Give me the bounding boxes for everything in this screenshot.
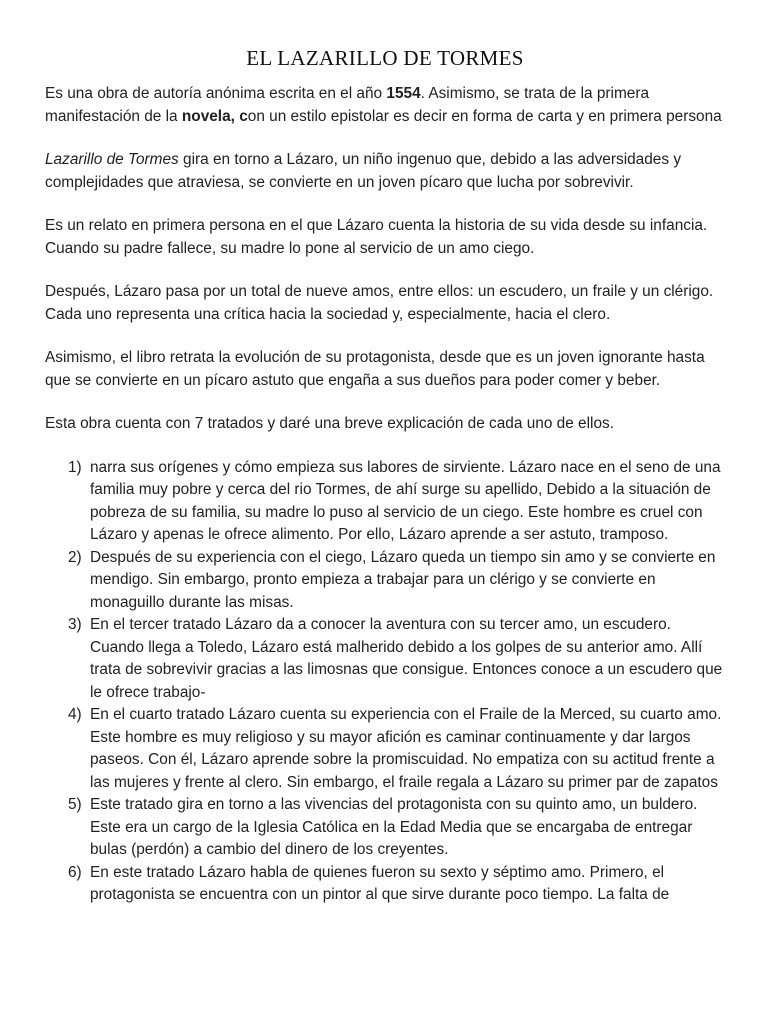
intro-paragraph (45, 83, 725, 128)
evolution-paragraph: Asimismo, el libro retrata la evolución de su protagonista, desde que es un joven ignorante hasta que se convierte en un pícaro astuto que engaña a sus dueños para poder comer y beber. (45, 349, 705, 389)
treatises-intro-paragraph: Esta obra cuenta con 7 tratados y daré una breve explicación de cada uno de ellos. (45, 415, 614, 432)
list-item (45, 614, 725, 704)
intro-year: 1554 (386, 85, 421, 102)
list-item-number: 1) (68, 458, 82, 476)
intro-text-3: on un estilo epistolar es decir en forma de carta y en primera persona (247, 107, 722, 125)
intro-bold: novela, c (181, 107, 248, 125)
list-item-text: En este tratado Lázaro habla de quienes fueron su sexto y séptimo amo. Primero, el protagonista se encuentra con un pintor al que sirve durante poco tiempo. La falta de (90, 863, 670, 903)
list-item-number: 3) (68, 616, 82, 633)
list-item-text: Este tratado gira en torno a las vivencias del protagonista con su quinto amo, un buldero. Este era un cargo de la Iglesia Católica en la Edad Media que se encargaba de entregar bulas (perdón) a cambio del dinero de los creyentes. (90, 796, 698, 858)
list-item (45, 862, 725, 907)
list-item-number: 2) (68, 548, 82, 566)
list-item-text: narra sus orígenes y cómo empieza sus labores de sirviente. Lázaro nace en el seno de una familia muy pobre y cerca del rio Tormes, de ahí surge su apellido, Debido a la situación de pobreza de su familia, su madre lo puso al servicio de un ciego. Este hombre es cruel con Lázaro y apenas le ofrece alimento. Por ello, Lázaro aprende a ser astuto, tramposo. (90, 458, 721, 543)
list-item-number: 5) (68, 796, 82, 813)
summary-paragraph (45, 149, 725, 194)
intro-text-1: Es una obra de autoría anónima escrita en el año (45, 85, 387, 102)
list-item-number: 4) (68, 706, 82, 723)
list-item (45, 547, 725, 615)
list-item (45, 457, 725, 547)
list-item (45, 794, 725, 862)
treatises-list (45, 457, 725, 907)
list-item-text: En el tercer tratado Lázaro da a conocer la aventura con su tercer amo, un escudero. Cuando llega a Toledo, Lázaro está malherido debido a los golpes de su anterior amo. Allí trata de sobrevivir gracias a las limosnas que consigue. Entonces conoce a un escudero que le ofrece trabajo- (90, 616, 723, 701)
narration-paragraph: Es un relato en primera persona en el que Lázaro cuenta la historia de su vida desde su infancia. Cuando su padre fallece, su madre lo pone al servicio de un amo ciego. (45, 217, 708, 257)
list-item-text: En el cuarto tratado Lázaro cuenta su experiencia con el Fraile de la Merced, su cuarto amo. Este hombre es muy religioso y su mayor afición es caminar continuamente y dar largos paseos. Con él, Lázaro aprende sobre la promiscuidad. No empatiza con su actitud frente a las mujeres y frente al clero. Sin embargo, el fraile regala a Lázaro su primer par de zapatos (90, 706, 722, 791)
intro-text-2: . Asimismo, se trata de la primera manifestación de la (45, 85, 650, 125)
list-item-number: 6) (68, 863, 82, 881)
book-title-italic: Lazarillo de Tormes (45, 151, 179, 168)
list-item (45, 704, 725, 794)
list-item-text: Después de su experiencia con el ciego, Lázaro queda un tiempo sin amo y se convierte en mendigo. Sin embargo, pronto empieza a trabajar para un clérigo y se convierte en monaguillo durante las misas. (90, 548, 716, 611)
masters-paragraph: Después, Lázaro pasa por un total de nueve amos, entre ellos: un escudero, un fraile y un clérigo. Cada uno representa una crítica hacia la sociedad y, especialmente, hacia el clero. (45, 283, 714, 323)
document-title: EL LAZARILLO DE TORMES (246, 46, 524, 70)
document-page (45, 46, 725, 907)
summary-text: gira en torno a Lázaro, un niño ingenuo que, debido a las adversidades y complejidades que atraviesa, se convierte en un joven pícaro que lucha por sobrevivir. (45, 151, 682, 191)
